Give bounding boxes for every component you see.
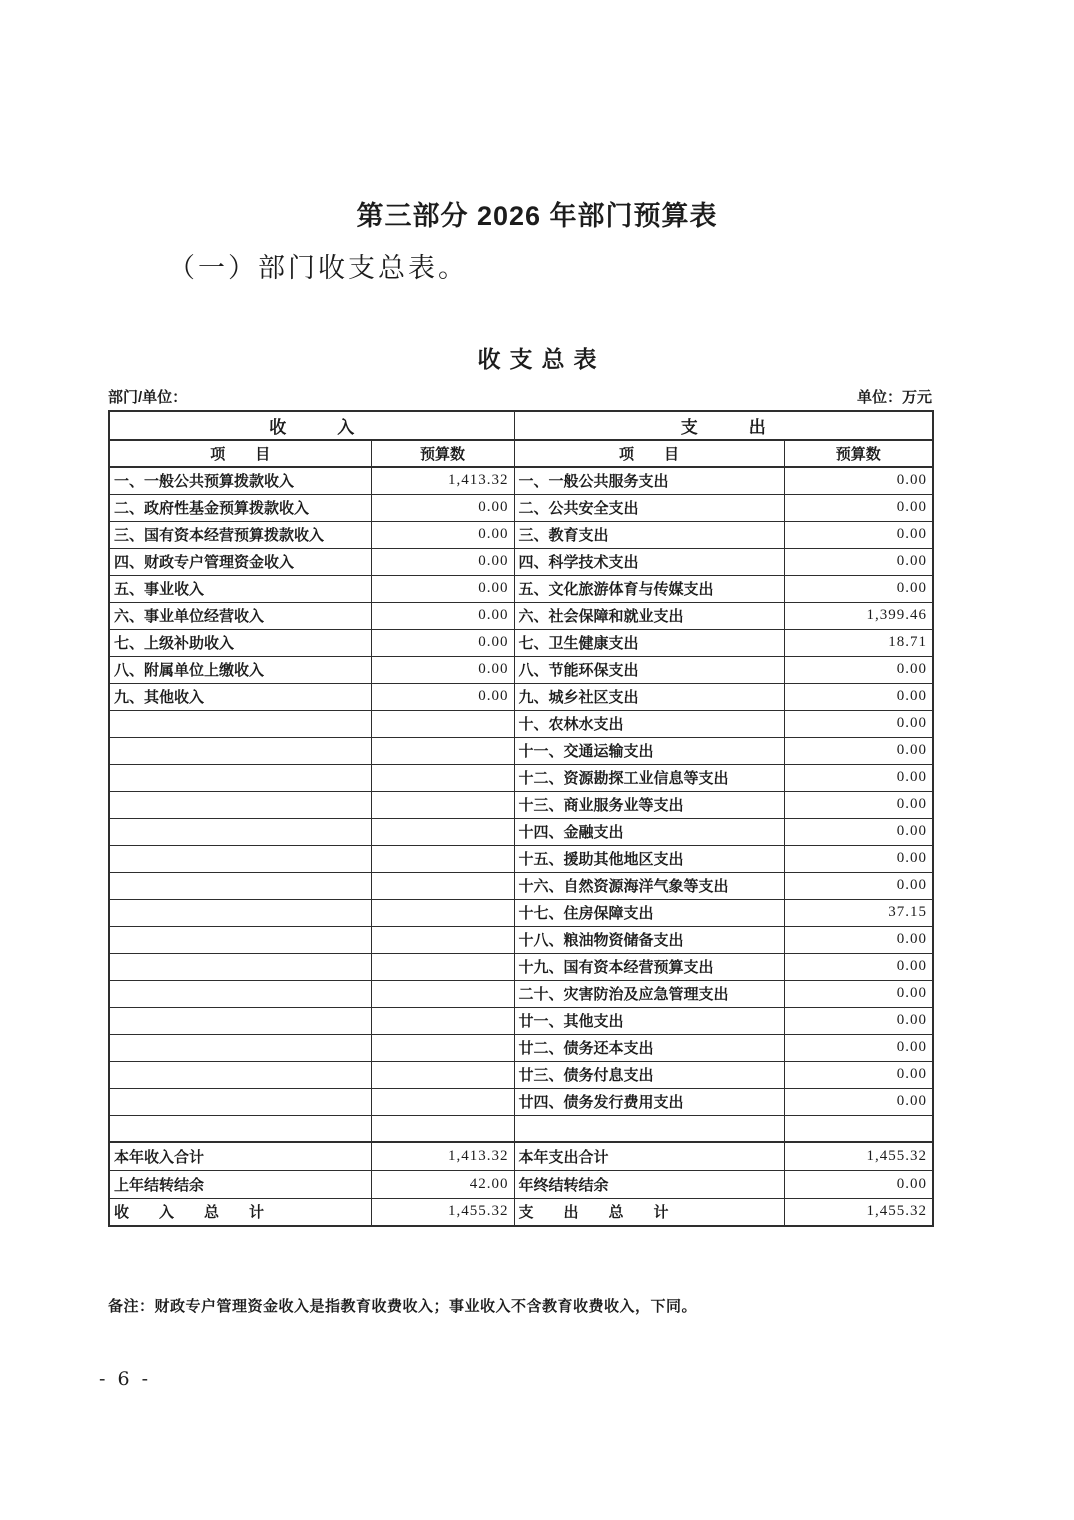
income-item-cell	[109, 845, 371, 872]
expense-item-cell: 六、社会保障和就业支出	[514, 602, 784, 629]
expense-value-cell: 0.00	[784, 980, 933, 1007]
expense-value-cell: 0.00	[784, 1007, 933, 1034]
table-row	[109, 683, 933, 710]
table-row	[109, 899, 933, 926]
expense-item-cell: 八、节能环保支出	[514, 656, 784, 683]
income-value-cell	[371, 953, 514, 980]
income-value-cell: 1,455.32	[371, 1198, 514, 1226]
income-value-cell: 0.00	[371, 548, 514, 575]
expense-item-cell: 十一、交通运输支出	[514, 737, 784, 764]
table-row	[109, 845, 933, 872]
income-value-cell: 0.00	[371, 683, 514, 710]
table-row	[109, 602, 933, 629]
expense-item-cell: 廿二、债务还本支出	[514, 1034, 784, 1061]
table-row	[109, 494, 933, 521]
budget-table	[108, 410, 934, 1227]
income-value-cell	[371, 845, 514, 872]
income-value-cell: 0.00	[371, 521, 514, 548]
expense-value-cell: 18.71	[784, 629, 933, 656]
income-value-cell	[371, 1088, 514, 1115]
group-header-row	[109, 411, 933, 440]
expense-value-cell: 0.00	[784, 683, 933, 710]
expense-value-cell: 0.00	[784, 494, 933, 521]
income-value-cell	[371, 980, 514, 1007]
income-item-cell	[109, 737, 371, 764]
income-value-cell	[371, 872, 514, 899]
expense-value-cell	[784, 1115, 933, 1142]
expense-item-cell: 十八、粮油物资储备支出	[514, 926, 784, 953]
income-item-col-header: 项 目	[109, 440, 371, 467]
expense-value-cell: 0.00	[784, 1170, 933, 1198]
expense-value-cell: 0.00	[784, 791, 933, 818]
income-value-cell: 0.00	[371, 629, 514, 656]
expense-item-cell: 年终结转结余	[514, 1170, 784, 1198]
table-row	[109, 818, 933, 845]
expense-item-cell: 七、卫生健康支出	[514, 629, 784, 656]
table-row	[109, 575, 933, 602]
income-value-cell	[371, 818, 514, 845]
budget-table-body	[109, 467, 933, 1226]
expense-item-cell: 十九、国有资本经营预算支出	[514, 953, 784, 980]
table-row	[109, 926, 933, 953]
income-item-cell: 三、国有资本经营预算拨款收入	[109, 521, 371, 548]
expense-item-cell: 支 出 总 计	[514, 1198, 784, 1226]
income-item-cell: 四、财政专户管理资金收入	[109, 548, 371, 575]
income-item-cell	[109, 764, 371, 791]
unit-label: 单位：万元	[856, 389, 932, 406]
table-row	[109, 656, 933, 683]
table-row	[109, 467, 933, 494]
budget-table-container	[108, 410, 932, 1227]
income-item-cell	[109, 980, 371, 1007]
table-row	[109, 629, 933, 656]
income-value-cell	[371, 1007, 514, 1034]
income-value-cell	[371, 1115, 514, 1142]
income-value-cell: 0.00	[371, 575, 514, 602]
table-title: 收支总表	[477, 346, 606, 372]
expense-value-cell: 0.00	[784, 656, 933, 683]
income-value-cell: 0.00	[371, 494, 514, 521]
table-row	[109, 1034, 933, 1061]
expense-item-cell: 廿三、债务付息支出	[514, 1061, 784, 1088]
income-item-cell	[109, 1061, 371, 1088]
income-value-cell	[371, 1034, 514, 1061]
expense-item-cell: 十七、住房保障支出	[514, 899, 784, 926]
expense-item-cell: 十六、自然资源海洋气象等支出	[514, 872, 784, 899]
income-value-cell	[371, 710, 514, 737]
expense-value-cell: 0.00	[784, 1034, 933, 1061]
table-row	[109, 1115, 933, 1142]
income-item-cell: 一、一般公共预算拨款收入	[109, 467, 371, 494]
expense-value-cell: 0.00	[784, 818, 933, 845]
table-row	[109, 1198, 933, 1226]
income-item-cell	[109, 1034, 371, 1061]
income-budget-col-header: 预算数	[371, 440, 514, 467]
income-item-cell: 五、事业收入	[109, 575, 371, 602]
page-title: 第三部分 2026 年部门预算表	[356, 201, 718, 231]
expense-item-cell: 十、农林水支出	[514, 710, 784, 737]
expense-item-cell: 二十、灾害防治及应急管理支出	[514, 980, 784, 1007]
expense-value-cell: 0.00	[784, 521, 933, 548]
table-row	[109, 1007, 933, 1034]
income-item-cell: 本年收入合计	[109, 1142, 371, 1170]
table-row	[109, 737, 933, 764]
expense-value-cell: 0.00	[784, 764, 933, 791]
expense-value-cell: 0.00	[784, 548, 933, 575]
income-item-cell: 八、附属单位上缴收入	[109, 656, 371, 683]
table-meta-row	[108, 386, 932, 407]
column-header-row	[109, 440, 933, 467]
income-item-cell	[109, 710, 371, 737]
expense-value-cell: 1,455.32	[784, 1142, 933, 1170]
income-item-cell	[109, 926, 371, 953]
expense-item-col-header: 项 目	[514, 440, 784, 467]
table-row	[109, 1142, 933, 1170]
table-row	[109, 1088, 933, 1115]
expense-budget-col-header: 预算数	[784, 440, 933, 467]
expense-item-cell: 三、教育支出	[514, 521, 784, 548]
income-item-cell	[109, 953, 371, 980]
expense-item-cell	[514, 1115, 784, 1142]
income-item-cell	[109, 818, 371, 845]
expense-item-cell: 二、公共安全支出	[514, 494, 784, 521]
table-row	[109, 1061, 933, 1088]
income-value-cell	[371, 1061, 514, 1088]
expense-item-cell: 九、城乡社区支出	[514, 683, 784, 710]
income-item-cell: 上年结转结余	[109, 1170, 371, 1198]
income-group-header: 收 入	[109, 411, 514, 440]
income-item-cell: 七、上级补助收入	[109, 629, 371, 656]
income-item-cell	[109, 899, 371, 926]
income-value-cell: 42.00	[371, 1170, 514, 1198]
income-value-cell: 1,413.32	[371, 467, 514, 494]
expense-value-cell: 0.00	[784, 575, 933, 602]
expense-item-cell: 一、一般公共服务支出	[514, 467, 784, 494]
income-item-cell	[109, 791, 371, 818]
table-row	[109, 791, 933, 818]
expense-value-cell: 0.00	[784, 845, 933, 872]
section-subtitle: （一）部门收支总表。	[168, 253, 468, 284]
expense-item-cell: 本年支出合计	[514, 1142, 784, 1170]
page-number: - 6 -	[99, 1368, 152, 1390]
expense-value-cell: 0.00	[784, 1061, 933, 1088]
income-value-cell	[371, 791, 514, 818]
table-row	[109, 980, 933, 1007]
income-item-cell	[109, 872, 371, 899]
income-value-cell	[371, 764, 514, 791]
expense-value-cell: 0.00	[784, 737, 933, 764]
income-item-cell	[109, 1088, 371, 1115]
footnote: 备注：财政专户管理资金收入是指教育收费收入；事业收入不含教育收费收入，下同。	[108, 1298, 698, 1315]
income-item-cell: 九、其他收入	[109, 683, 371, 710]
expense-item-cell: 廿四、债务发行费用支出	[514, 1088, 784, 1115]
expense-item-cell: 十四、金融支出	[514, 818, 784, 845]
expense-group-header: 支 出	[514, 411, 933, 440]
income-item-cell: 二、政府性基金预算拨款收入	[109, 494, 371, 521]
expense-value-cell: 0.00	[784, 953, 933, 980]
expense-value-cell: 1,455.32	[784, 1198, 933, 1226]
table-row	[109, 710, 933, 737]
income-value-cell: 0.00	[371, 656, 514, 683]
expense-value-cell: 0.00	[784, 467, 933, 494]
expense-value-cell: 1,399.46	[784, 602, 933, 629]
dept-unit-label: 部门/单位：	[108, 389, 188, 406]
table-row	[109, 764, 933, 791]
expense-value-cell: 37.15	[784, 899, 933, 926]
income-value-cell	[371, 899, 514, 926]
table-row	[109, 1170, 933, 1198]
table-row	[109, 521, 933, 548]
income-value-cell: 1,413.32	[371, 1142, 514, 1170]
table-row	[109, 548, 933, 575]
expense-value-cell: 0.00	[784, 1088, 933, 1115]
income-item-cell: 收 入 总 计	[109, 1198, 371, 1226]
income-value-cell	[371, 926, 514, 953]
income-item-cell	[109, 1115, 371, 1142]
expense-value-cell: 0.00	[784, 710, 933, 737]
expense-item-cell: 廿一、其他支出	[514, 1007, 784, 1034]
expense-item-cell: 十二、资源勘探工业信息等支出	[514, 764, 784, 791]
expense-value-cell: 0.00	[784, 872, 933, 899]
table-row	[109, 872, 933, 899]
income-value-cell: 0.00	[371, 602, 514, 629]
expense-item-cell: 十三、商业服务业等支出	[514, 791, 784, 818]
expense-value-cell: 0.00	[784, 926, 933, 953]
expense-item-cell: 十五、援助其他地区支出	[514, 845, 784, 872]
expense-item-cell: 四、科学技术支出	[514, 548, 784, 575]
expense-item-cell: 五、文化旅游体育与传媒支出	[514, 575, 784, 602]
income-item-cell	[109, 1007, 371, 1034]
table-row	[109, 953, 933, 980]
income-item-cell: 六、事业单位经营收入	[109, 602, 371, 629]
income-value-cell	[371, 737, 514, 764]
